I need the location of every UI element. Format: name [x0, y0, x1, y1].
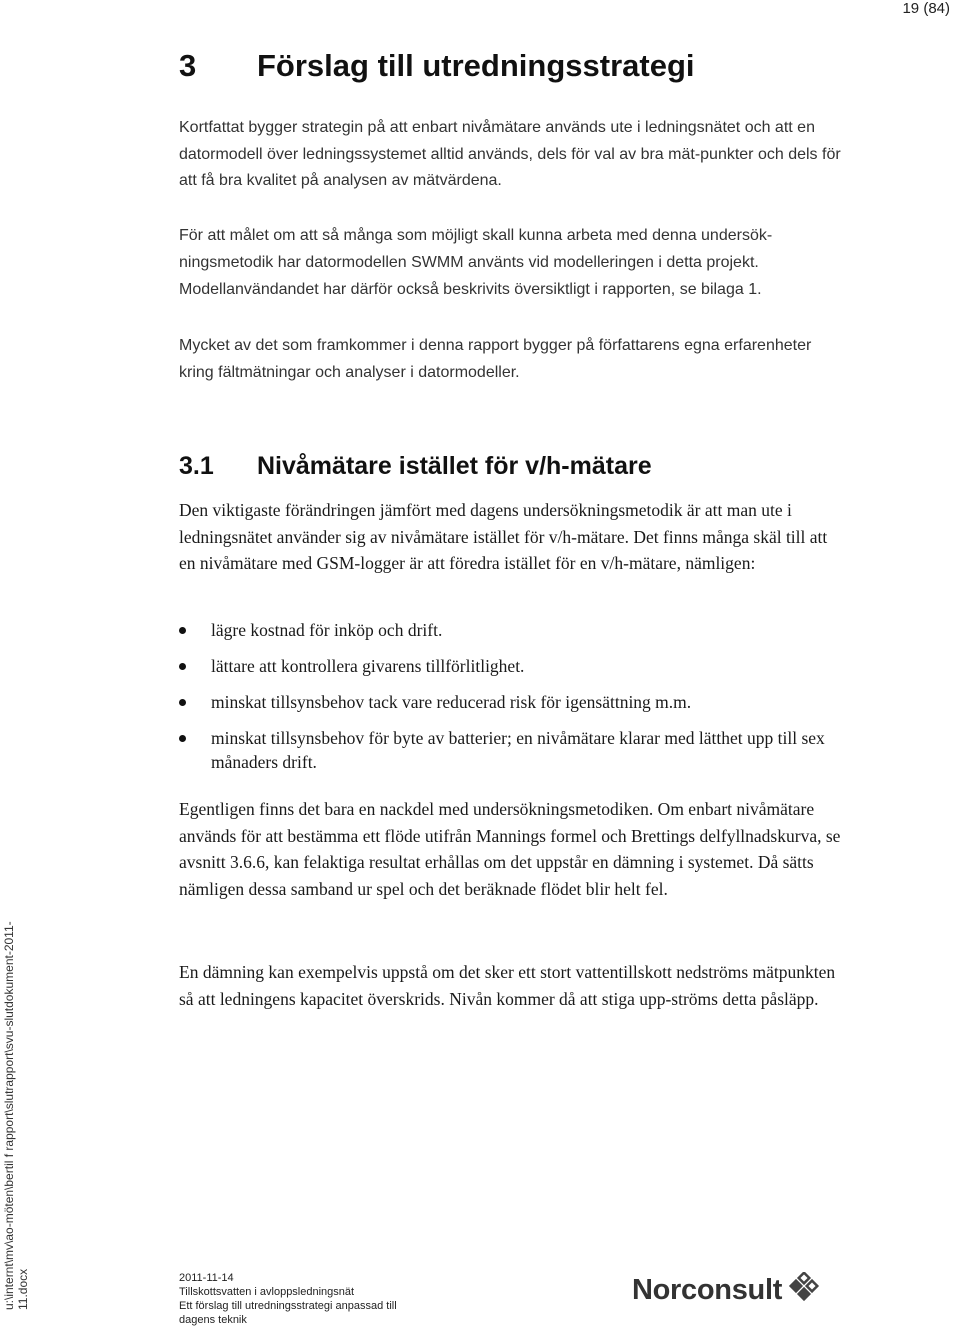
- drawback-paragraph: Egentligen finns det bara en nackdel med undersökningsmetodiken. Om enbart nivåmätare används för att bestämma ett flöde utifrån Mannings formel och Brettings delfyllnadskurva, se avsnitt 3.6.6, kan felaktiga resultat erhållas om det uppstår en dämning i systemet. Då sätts nämligen dessa samband ur spel och det beräknade flödet blir helt fel.: [179, 799, 841, 899]
- list-item: minskat tillsynsbehov för byte av batterier; en nivåmätare klarar med lätthet upp till sex månaders drift.: [179, 726, 844, 774]
- reasons-list: [179, 618, 844, 786]
- file-path-line2: 11.docx: [16, 1268, 30, 1310]
- change-paragraph: Den viktigaste förändringen jämfört med dagens undersökningsmetodik är att man ute i ledningsnätet använder sig av nivåmätare istället för v/h-mätare. Det finns många skäl till att en nivåmätare med GSM-logger är att föredra istället för en v/h-mätare, nämligen:: [179, 500, 828, 573]
- bullet-icon: [179, 699, 186, 706]
- model-paragraph: Modellanvändandet har därför också beskrivits översiktligt i rapporten, se bilaga 1.: [179, 281, 762, 298]
- section-title: Nivåmätare istället för v/h-mätare: [257, 452, 652, 480]
- experience-paragraph: Mycket av det som framkommer i denna rapport bygger på författarens egna erfarenheter kring fältmätningar och analyser i datormodeller.: [179, 337, 812, 381]
- norconsult-logo: [632, 1272, 822, 1308]
- footer-subtitle-cont: dagens teknik: [179, 1314, 247, 1326]
- damming-paragraph: En dämning kan exempelvis uppstå om det sker ett stort vattentillskott nedströms mätpunkten så att ledningens kapacitet överskrids. Nivån kommer då att stiga upp-ströms detta påsläpp.: [179, 962, 836, 1009]
- list-item: lägre kostnad för inköp och drift.: [179, 618, 844, 642]
- chapter-heading: [179, 48, 695, 84]
- footer-date: 2011-11-14: [179, 1272, 234, 1284]
- intro-paragraph: Kortfattat bygger strategin på att enbart nivåmätare används ute i ledningsnätet och att en datormodell över ledningssystemet alltid används, dels för val av bra mät-punkter och dels för att få bra kvalitet på analysen av mätvärdena.: [179, 119, 841, 189]
- bullet-icon: [179, 735, 186, 742]
- logo-text: Norconsult: [632, 1273, 783, 1306]
- section-heading: [179, 452, 652, 481]
- page-number: 19 (84): [902, 0, 950, 17]
- bullet-icon: [179, 627, 186, 634]
- file-path-line1: u:\internt\mv\ao-möten\bertil f rapport\slutrapport\svu-slutdokument-2011-: [2, 921, 16, 1310]
- footer-title: Tillskottsvatten i avloppsledningsnät: [179, 1286, 355, 1298]
- swmm-paragraph: För att målet om att så många som möjligt skall kunna arbeta med denna undersök-ningsmetodik har datormodellen SWMM använts vid modelleringen i detta projekt.: [179, 227, 773, 271]
- bullet-icon: [179, 663, 186, 670]
- file-path: [2, 921, 30, 1310]
- footer-subtitle: Ett förslag till utredningsstrategi anpassad till: [179, 1300, 397, 1312]
- list-item: lättare att kontrollera givarens tillförlitlighet.: [179, 654, 844, 678]
- footer: [179, 1271, 397, 1327]
- chapter-number: 3: [179, 48, 197, 83]
- list-item: minskat tillsynsbehov tack vare reducerad risk för igensättning m.m.: [179, 690, 844, 714]
- chapter-title: Förslag till utredningsstrategi: [257, 48, 695, 83]
- section-number: 3.1: [179, 452, 214, 480]
- diamond-logo-icon: [786, 1272, 822, 1308]
